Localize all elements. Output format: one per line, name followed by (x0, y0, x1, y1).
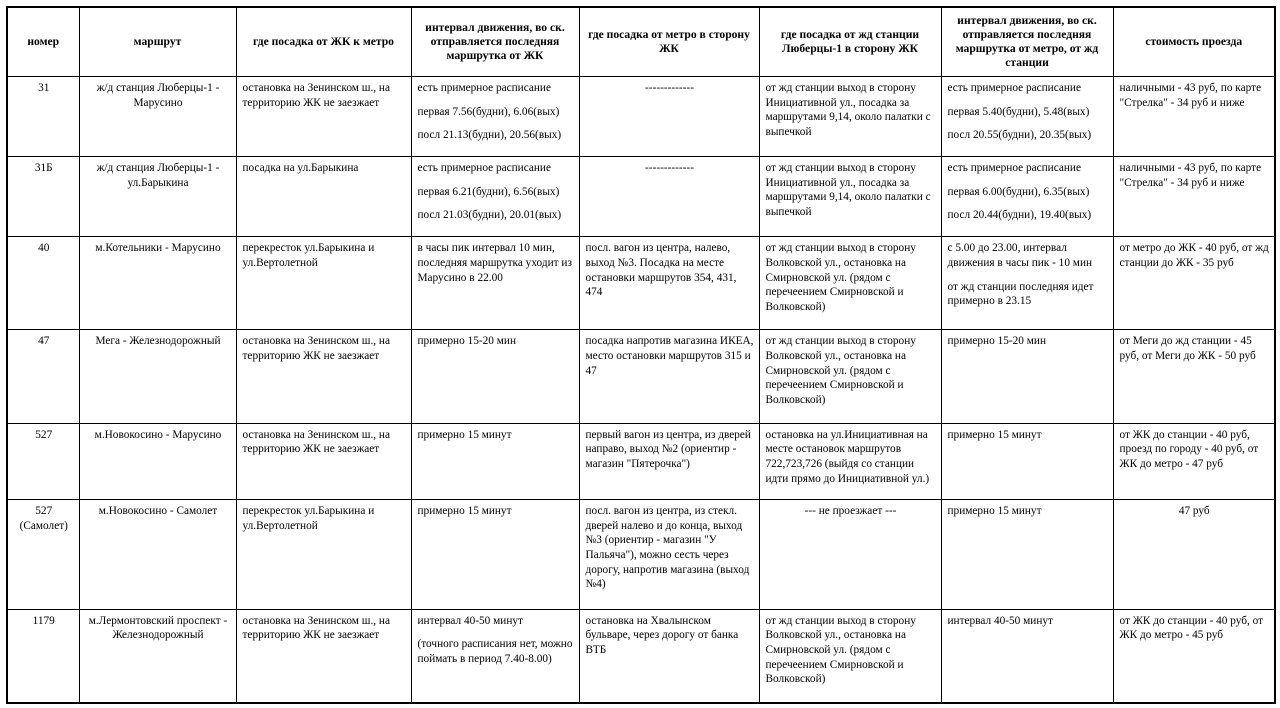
interval-from-metro-line: посл 20.44(будни), 19.40(вых) (947, 209, 1092, 222)
cell-price: наличными - 43 руб, по карте "Стрелка" - 34 руб и ниже (1113, 157, 1275, 237)
cell-route-name: ж/д станция Люберцы-1 - Марусино (79, 77, 236, 157)
interval-from-zk-line: примерно 15 минут (417, 504, 512, 517)
column-header-boarding-from-station: где посадка от жд станции Люберцы-1 в сторону ЖК (759, 7, 941, 77)
cell-route-number: 527 (7, 423, 79, 499)
table-header-row (7, 7, 1275, 77)
cell-route-number: 1179 (7, 609, 79, 703)
cell-boarding-from-station: --- не проезжает --- (759, 499, 941, 609)
cell-interval-from-metro (941, 157, 1113, 237)
interval-from-metro-line: есть примерное расписание (947, 162, 1081, 175)
cell-boarding-from-zk: перекресток ул.Барыкина и ул.Вертолетной (236, 237, 411, 330)
cell-boarding-from-zk: посадка на ул.Барыкина (236, 157, 411, 237)
table-row (7, 499, 1275, 609)
interval-from-zk-line: в часы пик интервал 10 мин, последняя маршрутка уходит из Марусино в 22.00 (417, 242, 575, 284)
table-row (7, 77, 1275, 157)
cell-interval-from-metro (941, 77, 1113, 157)
cell-interval-from-zk (411, 499, 579, 609)
cell-boarding-from-station: остановка на ул.Инициативная на месте остановок маршрутов 722,723,726 (выйдя со станции идти прямо до Инициативной ул.) (759, 423, 941, 499)
cell-price: от ЖК до станции - 40 руб, от ЖК до метро - 45 руб (1113, 609, 1275, 703)
cell-interval-from-zk (411, 609, 579, 703)
cell-route-number: 527 (Самолет) (7, 499, 79, 609)
interval-from-metro-line: первая 5.40(будни), 5.48(вых) (947, 105, 1090, 118)
cell-price: наличными - 43 руб, по карте "Стрелка" - 34 руб и ниже (1113, 77, 1275, 157)
interval-from-metro-line: примерно 15-20 мин (947, 335, 1046, 348)
column-header-boarding-from-zk: где посадка от ЖК к метро (236, 7, 411, 77)
cell-route-number: 31 (7, 77, 79, 157)
cell-boarding-from-zk: остановка на Зенинском ш., на территорию ЖК не заезжает (236, 609, 411, 703)
cell-boarding-from-zk: перекресток ул.Барыкина и ул.Вертолетной (236, 499, 411, 609)
interval-from-metro-line: интервал 40-50 минут (947, 614, 1053, 627)
routes-table (6, 6, 1276, 704)
cell-price: 47 руб (1113, 499, 1275, 609)
cell-boarding-from-metro: ------------- (579, 77, 759, 157)
cell-route-name: м.Новокосино - Самолет (79, 499, 236, 609)
column-header-boarding-from-metro: где посадка от метро в сторону ЖК (579, 7, 759, 77)
interval-from-metro-line: от жд станции последняя идет примерно в 23.15 (947, 280, 1097, 308)
interval-from-metro-line: с 5.00 до 23.00, интервал движения в часы пик - 10 мин (947, 242, 1093, 269)
column-header-price: стоимость проезда (1113, 7, 1275, 77)
cell-route-name: м.Лермонтовский проспект - Железнодорожный (79, 609, 236, 703)
cell-boarding-from-station: от жд станции выход в сторону Волковской ул., остановка на Смирновской ул. (рядом с перечеением Смирновской и Волковской) (759, 330, 941, 423)
interval-from-zk-line: первая 7.56(будни), 6.06(вых) (417, 105, 560, 118)
cell-boarding-from-station: от жд станции выход в сторону Инициативной ул., посадка за маршрутами 9,14, около палатки с выпечкой (759, 77, 941, 157)
cell-boarding-from-metro: посл. вагон из центра, из стекл. дверей налево и до конца, выход №3 (ориентир - магазин "У Пальяча"), можно сесть через дорогу, напротив магазина (выход №4) (579, 499, 759, 609)
cell-route-name: м.Новокосино - Марусино (79, 423, 236, 499)
interval-from-zk-line: посл 21.03(будни), 20.01(вых) (417, 209, 562, 222)
column-header-interval-from-zk: интервал движения, во ск. отправляется последняя маршрутка от ЖК (411, 7, 579, 77)
interval-from-metro-line: примерно 15 минут (947, 504, 1042, 517)
column-header-interval-from-metro: интервал движения, во ск. отправляется последняя маршрутка от метро, от жд станции (941, 7, 1113, 77)
cell-boarding-from-metro: первый вагон из центра, из дверей направо, выход №2 (ориентир - магазин "Пятерочка") (579, 423, 759, 499)
line-gap (948, 176, 1108, 185)
cell-route-name: ж/д станция Люберцы-1 - ул.Барыкина (79, 157, 236, 237)
interval-from-metro-line: посл 20.55(будни), 20.35(вых) (947, 129, 1092, 142)
cell-boarding-from-metro: остановка на Хвалынском бульваре, через дорогу от банка ВТБ (579, 609, 759, 703)
cell-boarding-from-metro: ------------- (579, 157, 759, 237)
cell-interval-from-metro (941, 237, 1113, 330)
table-row (7, 423, 1275, 499)
interval-from-zk-line: есть примерное расписание (417, 162, 551, 175)
cell-price: от метро до ЖК - 40 руб, от жд станции до ЖК - 35 руб (1113, 237, 1275, 330)
cell-boarding-from-zk: остановка на Зенинском ш., на территорию ЖК не заезжает (236, 330, 411, 423)
cell-route-name: м.Котельники - Марусино (79, 237, 236, 330)
line-gap (948, 96, 1108, 105)
cell-interval-from-zk (411, 237, 579, 330)
cell-price: от Меги до жд станции - 45 руб, от Меги до ЖК - 50 руб (1113, 330, 1275, 423)
cell-boarding-from-zk: остановка на Зенинском ш., на территорию ЖК не заезжает (236, 423, 411, 499)
cell-interval-from-metro (941, 423, 1113, 499)
cell-interval-from-metro (941, 330, 1113, 423)
line-gap (418, 119, 574, 128)
line-gap (948, 119, 1108, 128)
line-gap (418, 628, 574, 637)
cell-boarding-from-station: от жд станции выход в сторону Инициативной ул., посадка за маршрутами 9,14, около палатки с выпечкой (759, 157, 941, 237)
cell-interval-from-metro (941, 609, 1113, 703)
interval-from-metro-line: есть примерное расписание (947, 82, 1081, 94)
cell-interval-from-zk (411, 330, 579, 423)
line-gap (418, 199, 574, 208)
interval-from-zk-line: примерно 15-20 мин (417, 335, 516, 348)
table-row (7, 237, 1275, 330)
cell-interval-from-zk (411, 77, 579, 157)
line-gap (418, 96, 574, 105)
interval-from-zk-line: примерно 15 минут (417, 428, 512, 441)
interval-from-zk-line: есть примерное расписание (417, 82, 551, 94)
table-row (7, 157, 1275, 237)
interval-from-zk-line: интервал 40-50 минут (417, 614, 523, 627)
cell-interval-from-zk (411, 423, 579, 499)
line-gap (948, 199, 1108, 208)
interval-from-metro-line: первая 6.00(будни), 6.35(вых) (947, 185, 1090, 198)
cell-boarding-from-metro: посадка напротив магазина ИКЕА, место остановки маршрутов 315 и 47 (579, 330, 759, 423)
line-gap (948, 271, 1108, 280)
column-header-route: маршрут (79, 7, 236, 77)
cell-price: от ЖК до станции - 40 руб, проезд по городу - 40 руб, от ЖК до метро - 47 руб (1113, 423, 1275, 499)
cell-boarding-from-metro: посл. вагон из центра, налево, выход №3. Посадка на месте остановки маршрутов 354, 431, 474 (579, 237, 759, 330)
line-gap (418, 176, 574, 185)
cell-route-number: 47 (7, 330, 79, 423)
cell-boarding-from-station: от жд станции выход в сторону Волковской ул., остановка на Смирновской ул. (рядом с перечеением Смирновской и Волковской) (759, 609, 941, 703)
cell-route-number: 31Б (7, 157, 79, 237)
table-row (7, 609, 1275, 703)
column-header-number: номер (7, 7, 79, 77)
interval-from-zk-line: посл 21.13(будни), 20.56(вых) (417, 129, 562, 142)
cell-interval-from-metro (941, 499, 1113, 609)
interval-from-metro-line: примерно 15 минут (947, 428, 1042, 441)
cell-boarding-from-zk: остановка на Зенинском ш., на территорию ЖК не заезжает (236, 77, 411, 157)
cell-route-number: 40 (7, 237, 79, 330)
cell-route-name: Мега - Железнодорожный (79, 330, 236, 423)
interval-from-zk-line: первая 6.21(будни), 6.56(вых) (417, 185, 560, 198)
cell-interval-from-zk (411, 157, 579, 237)
cell-boarding-from-station: от жд станции выход в сторону Волковской ул., остановка на Смирновской ул. (рядом с перечеением Смирновской и Волковской) (759, 237, 941, 330)
table-body (7, 77, 1275, 704)
table-row (7, 330, 1275, 423)
interval-from-zk-line: (точного расписания нет, можно поймать в период 7.40-8.00) (417, 638, 576, 666)
